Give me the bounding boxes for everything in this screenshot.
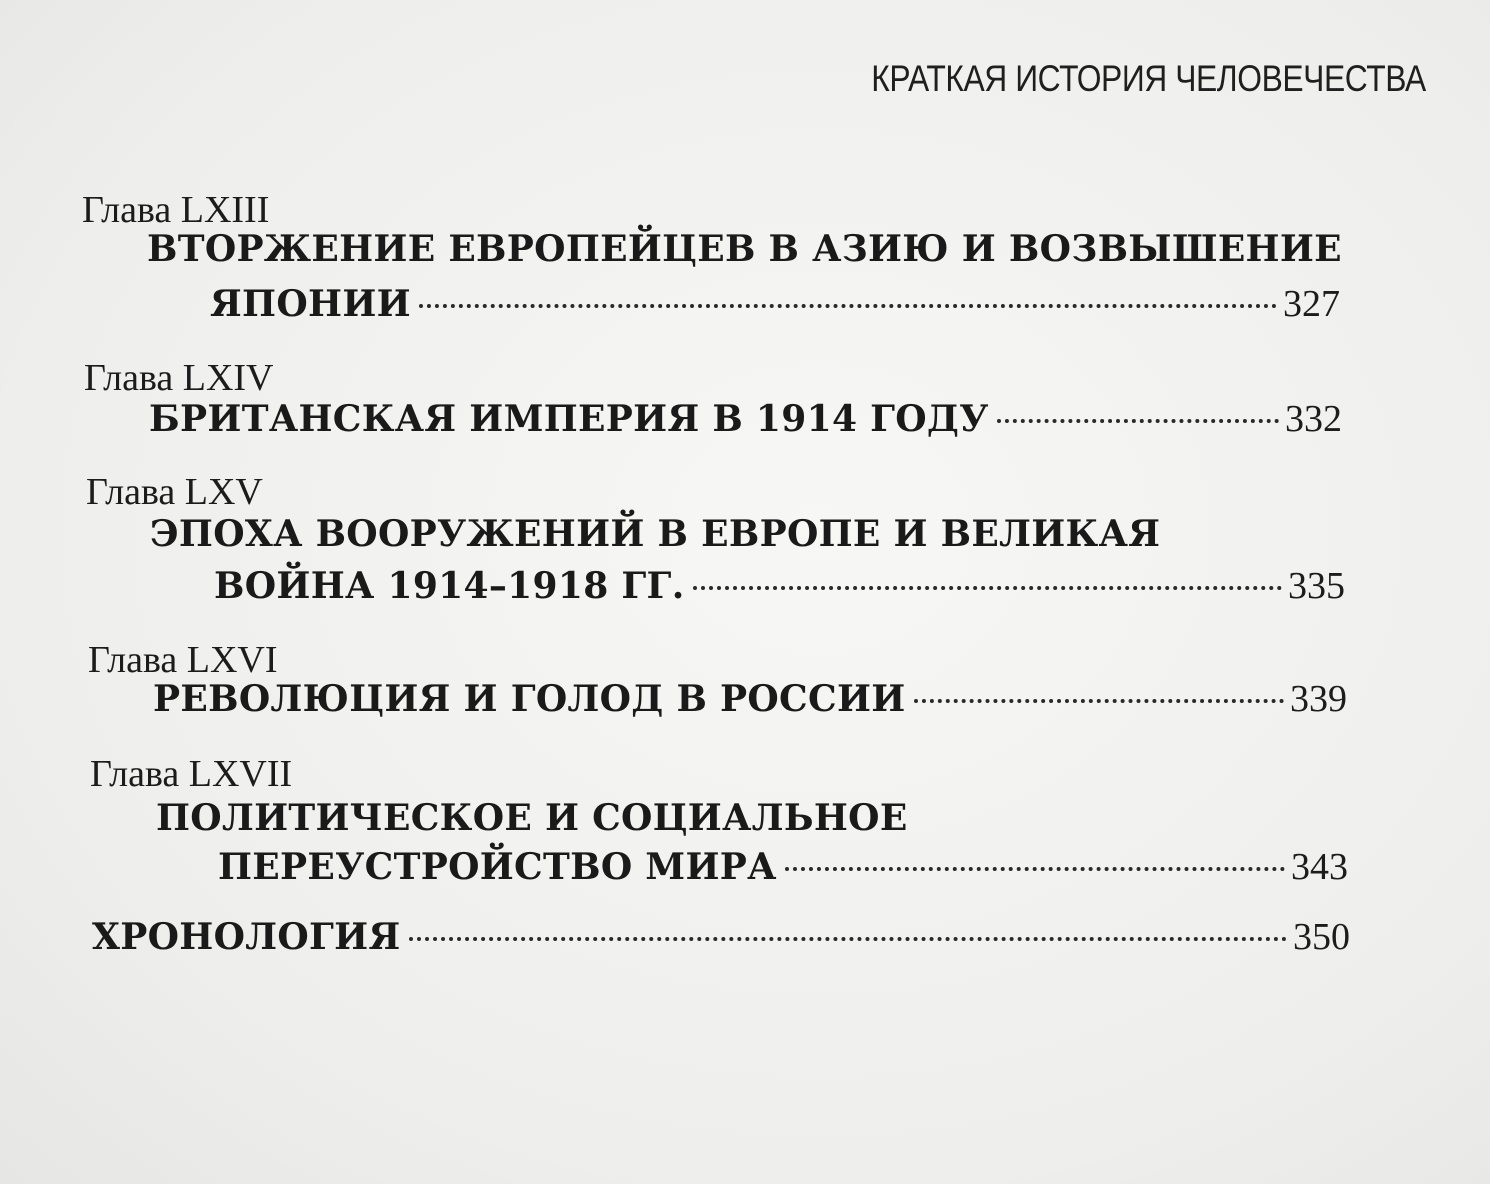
chapter-title-67-line1: ПОЛИТИЧЕСКОЕ И СОЦИАЛЬНОЕ — [156, 797, 908, 839]
toc-entry-chronology[interactable] — [92, 915, 1350, 959]
dot-leader — [914, 699, 1284, 703]
chapter-label-66: Глава LXVI — [88, 639, 278, 681]
chapter-title-63-line2: ЯПОНИИ — [210, 283, 411, 325]
chapter-label-64: Глава LXIV — [84, 357, 274, 399]
dot-leader — [997, 419, 1279, 423]
dot-leader — [409, 937, 1287, 941]
chapter-label-67: Глава LXVII — [90, 753, 293, 795]
chapter-label-63: Глава LXIII — [82, 189, 270, 231]
chapter-title-67-line2: ПЕРЕУСТРОЙСТВО МИРА — [218, 846, 777, 888]
toc-entry-65[interactable] — [214, 564, 1345, 608]
page-number-65: 335 — [1288, 565, 1345, 607]
dot-leader — [693, 586, 1282, 590]
page-number-67: 343 — [1291, 846, 1348, 888]
chapter-title-66: РЕВОЛЮЦИЯ И ГОЛОД В РОССИИ — [153, 678, 906, 720]
chapter-title-65-line1: ЭПОХА ВООРУЖЕНИЙ В ЕВРОПЕ И ВЕЛИКАЯ — [150, 513, 1161, 555]
chapter-title-64: БРИТАНСКАЯ ИМПЕРИЯ В 1914 ГОДУ — [149, 398, 989, 440]
page-number-chronology: 350 — [1293, 916, 1350, 958]
dot-leader — [785, 867, 1285, 871]
page-number-66: 339 — [1290, 678, 1347, 720]
page-number-63: 327 — [1283, 283, 1340, 325]
dot-leader — [419, 304, 1277, 308]
toc-entry-66[interactable] — [153, 677, 1347, 721]
running-head: КРАТКАЯ ИСТОРИЯ ЧЕЛОВЕЧЕСТВА — [871, 58, 1426, 99]
page-number-64: 332 — [1285, 398, 1342, 440]
chapter-title-63-line1: ВТОРЖЕНИЕ ЕВРОПЕЙЦЕВ В АЗИЮ И ВОЗВЫШЕНИЕ — [147, 228, 1342, 270]
chapter-title-65-line2: ВОЙНА 1914–1918 ГГ. — [214, 565, 685, 607]
chapter-label-65: Глава LXV — [86, 471, 263, 513]
toc-entry-67[interactable] — [218, 845, 1348, 889]
chronology-title: ХРОНОЛОГИЯ — [92, 916, 401, 958]
toc-entry-64[interactable] — [149, 397, 1342, 441]
toc-entry-63[interactable] — [210, 282, 1340, 326]
